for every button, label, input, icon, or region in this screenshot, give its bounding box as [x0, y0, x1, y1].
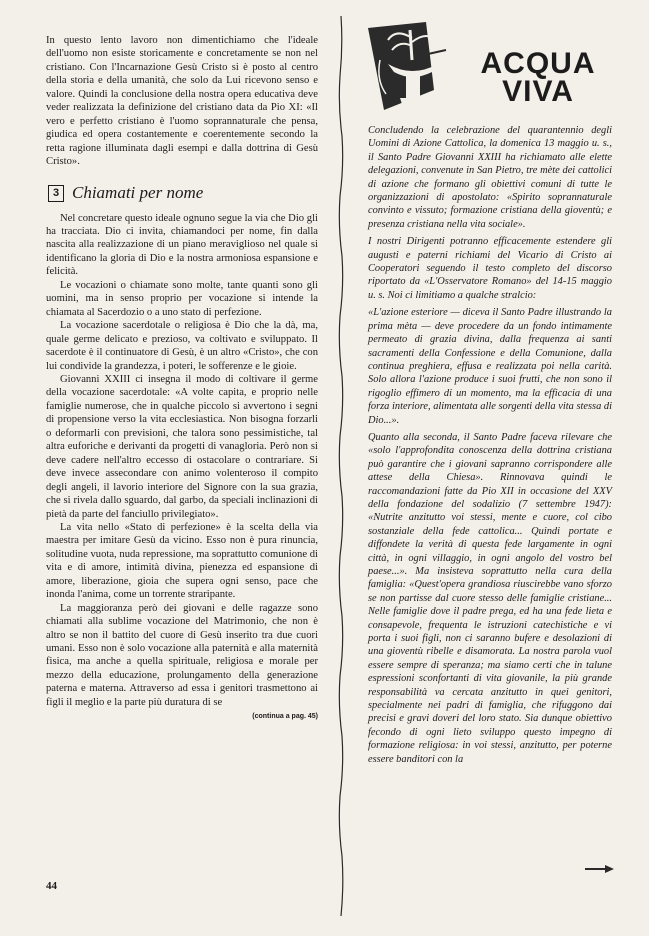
continued-note: (continua a pag. 45)	[252, 713, 318, 721]
body-paragraph: Le vocazioni o chiamate sono molte, tante quanti sono gli uomini, ma in senso proprio per vocazione si intende la chiamata al Sacerdozio o a uno stato di perfezione.	[46, 279, 318, 318]
brand-line-1: ACQUA	[480, 47, 596, 80]
column-paragraph: I nostri Dirigenti potranno efficacemente estendere gli augusti e paterni richiami del Vicario di Cristo ai Cooperatori seguendo il testo completo del discorso riportato da «L'Osservatore Romano» del 14-15 maggio u. s. Noi ci limitiamo a qualche stralcio:	[368, 236, 612, 301]
fountain-icon	[366, 20, 458, 112]
column-paragraph: «L'azione esteriore — diceva il Santo Padre illustrando la prima mèta — deve procedere da un fondo intimamente permeato di grazia divina, dalla frequenza ai santi sacramenti della Confessione e della Comunione, dalla continua preghiera, effusa e realizzata poi nella carità. Solo allora l'azione produce i suoi frutti, che non sono il rigoglio effimero di un momento, ma la efficacia di una forza interiore, alimentata alle sorgenti della vita stessa di Dio...».	[368, 307, 612, 426]
column-paragraph: Concludendo la celebrazione del quarantennio degli Uomini di Azione Cattolica, la domenica 13 maggio u. s., il Santo Padre Giovanni XXIII ha richiamato alle elette delegazioni, convenute in San Pietro, tre mète dei cattolici di azione che formano gli obiettivi comuni di tutte le organizzazioni di apostolato: «Spirito soprannaturale convinto e vissuto; formazione cristiana della gioventù; e presenza cristiana nella vita sociale».	[368, 125, 612, 230]
page-number: 44	[46, 880, 57, 892]
section-title: Chiamati per nome	[72, 183, 204, 203]
section-heading	[48, 185, 318, 202]
column-brand-title	[464, 47, 612, 108]
continue-arrow-icon	[585, 864, 615, 874]
body-paragraph: La vita nello «Stato di perfezione» è la scelta della via maestra per imitare Gesù da vicino. Esso non è pura rinuncia, solitudine vuota, nuda repressione, ma soprattutto comunione di vita e di amore, intimità divina, pienezza ed espansione di amore, liberazione, gioia che supera ogni senso, pace che inonda l'anima, come un torrente straripante.	[46, 521, 318, 601]
section-number: 3	[48, 185, 64, 202]
intro-paragraph: In questo lento lavoro non dimentichiamo che l'ideale dell'uomo non esiste storicamente e concretamente se non nel cristiano. Con l'Incarnazione Gesù Cristo si è posto al centro della storia e della umanità, che solo da Lui ricevono senso e valore. Quindi la conclusione della nostra opera educativa deve veder realizzata la definizione del cristiano data da Pio XI: «Il vero e perfetto cristiano è l'uomo soprannaturale che pensa, giudica ed opera costantemente e coerentemente secondo la retta ragione illuminata dagli esempi e dalla dottrina di Gesù Cristo».	[46, 35, 318, 168]
brand-line-2: VIVA	[502, 75, 574, 108]
column-divider	[336, 16, 346, 916]
body-paragraph: La maggioranza però dei giovani e delle ragazze sono chiamati alla sublime vocazione del Matrimonio, che non è altro se non il battito del cuore di Gesù inserito tra due cuori umani. Esso non è solo vocazione alla paternità e alla maternità fisica, ma anche a quella spirituale, religiosa e morale per mezzo della educazione, prolungamento della generazione paterna e materna. Attraverso ad essa i genitori trasmettono ai figli il meglio e la parte più duratura di se	[46, 602, 318, 708]
column-paragraph: Quanto alla seconda, il Santo Padre faceva rilevare che «solo l'approfondita conoscenza della dottrina cristiana può garantire che i giovani sapranno corrispondere alle attese della Chiesa». Rinnovava quindi le raccomandazioni fatte da Pio XII in occasione del XXV della fondazione del sodalizio (7 settembre 1947): «Nutrite anzitutto voi stessi, mente e cuore, col cibo sostanziale della fede cattolica... Quindi portate e diffondete la verità di questa fede largamente in ogni città, in ogni villaggio, in ogni angolo del vostro bel paese...». Ma insisteva soprattutto nella cura della famiglia: «Quest'opera grandiosa riuscirebbe vano sforzo se non partisse dal cuore stesso delle famiglie cristiane... Nelle famiglie dove il padre prega, ed ha una fede lieta e consapevole, frequenta le istruzioni catechistiche e vi porta i suoi figli, non ci saranno bufere e desolazioni di una gioventù ribelle e disamorata. La nostra parola vuol essere sempre di speranza; ma siamo certi che in talune espressioni sconfortanti di vita giovanile, la più grande responsabilità va cercata anzitutto in quei genitori, specialmente nei padri di famiglia, che rifuggono dai precisi e gravi doveri del loro stato. Sia dunque obiettivo fecondo di ogni lieto sviluppo questo impegno di formazione religiosa: in voi stessi, anzitutto, per poterne essere banditori con la	[368, 431, 612, 765]
right-column	[368, 124, 612, 770]
body-paragraph: La vocazione sacerdotale o religiosa è Dio che la dà, ma, quale germe delicato e prezioso, va coltivato e sviluppato. Il sacerdote è il continuatore di Gesù, è un altro «Cristo», che con lui condivide la grandezza, i poteri, le sofferenze e le gioie.	[46, 320, 318, 372]
body-paragraph: Giovanni XXIII ci insegna il modo di coltivare il germe della vocazione sacerdotale: «A volte capita, e proprio nelle famiglie numerose, che in qualche piccolo si avvertono i segni di propensione verso la vita ecclesiastica. Non bisogna forzarli o deformarli con previsioni, che talora sono pessimistiche, tal altra euforiche e derivanti da progetti di vanagloria. Però non si deve cadere nell'altro eccesso di ostacolare o contrariare. Si deve invece assecondare con animo volenteroso il compito degli angeli, il lavorio interiore del Signore con la sua grazia, che si rivela dallo sguardo, dal garbo, da speciali inclinazioni di pietà da parte del fanciullo privilegiato».	[46, 373, 318, 520]
body-paragraph: Nel concretare questo ideale ognuno segue la via che Dio gli ha tracciata. Dio ci invita, chiamandoci per nome, fin dalla nascita alla realizzazione di un piano meraviglioso nel quale si identificano la gloria di Dio e la nostra armoniosa espansione e felicità.	[46, 212, 318, 278]
left-column	[46, 34, 318, 724]
column-header	[366, 20, 614, 116]
